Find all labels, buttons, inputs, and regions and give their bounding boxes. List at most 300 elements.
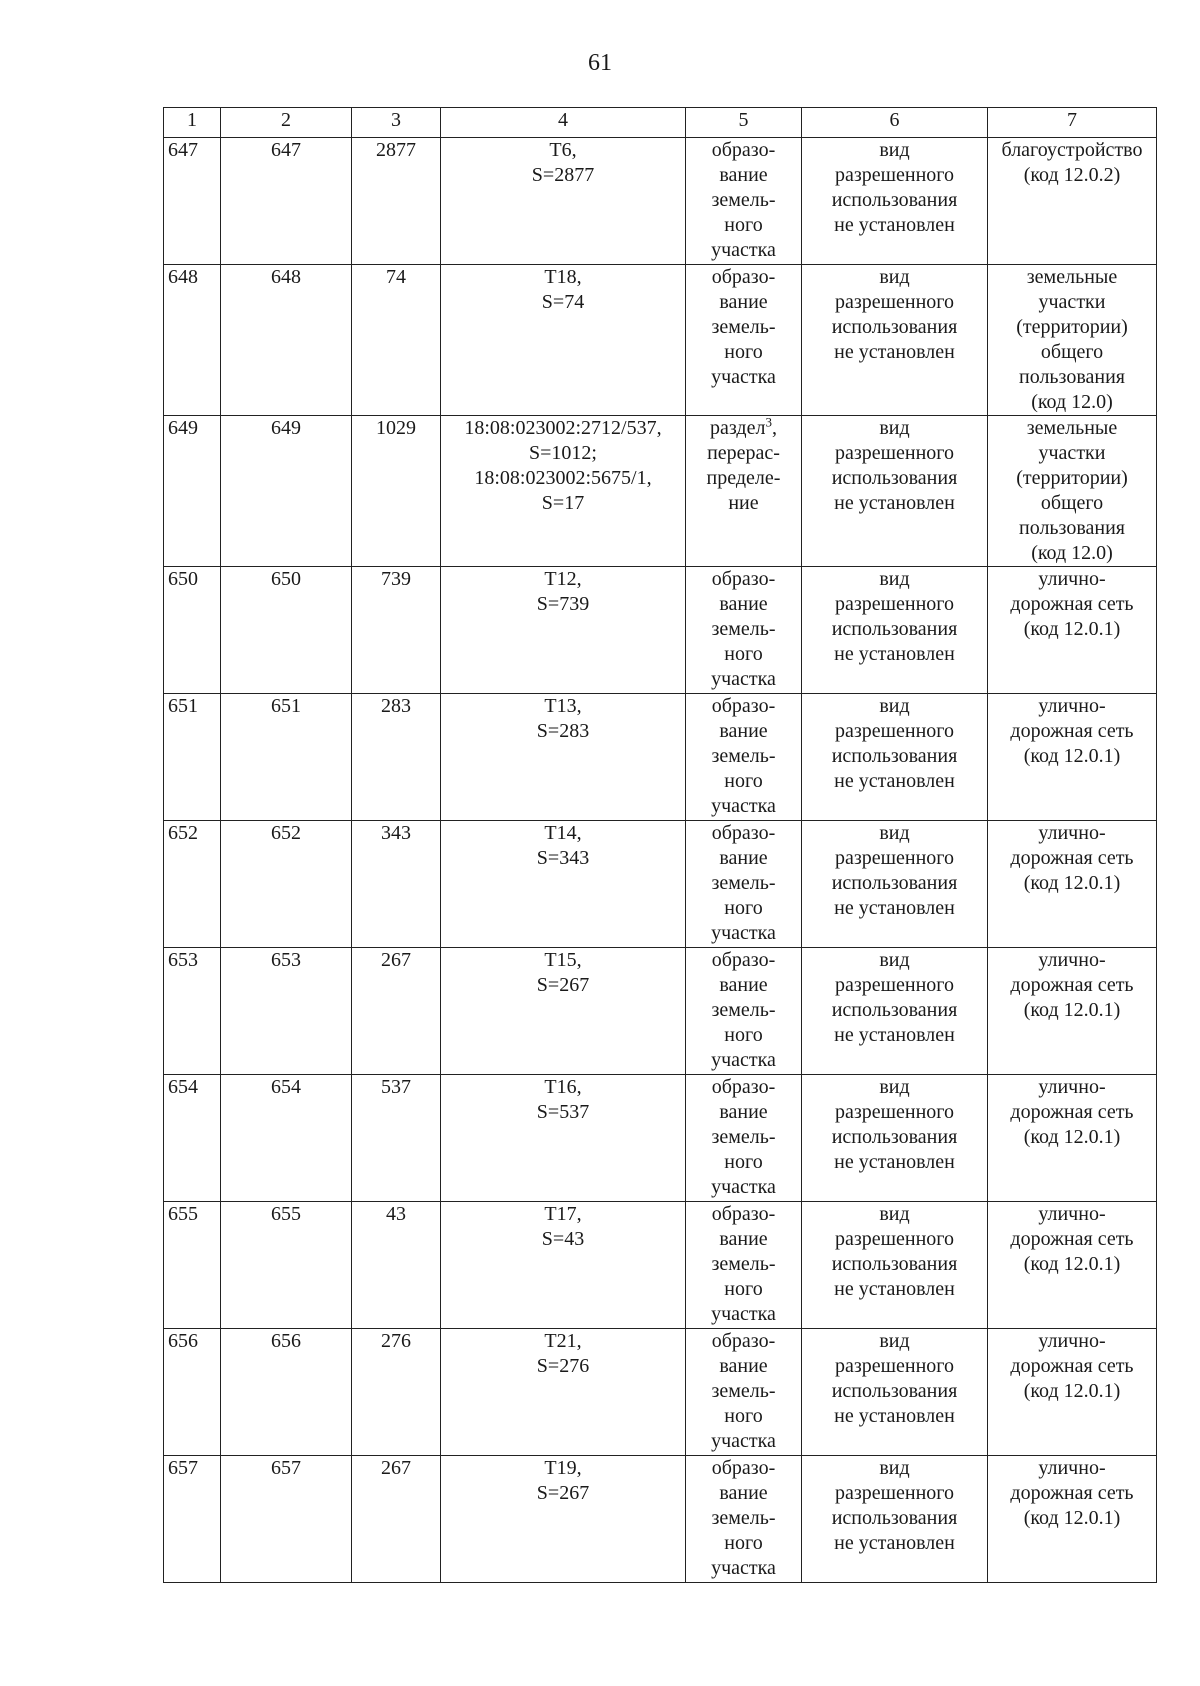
- cell-line-text: не установлен: [834, 492, 955, 514]
- cell-line-text: вание: [719, 593, 768, 615]
- column-number-row: [164, 108, 1157, 138]
- cell-line-text: ного: [724, 770, 763, 792]
- cell-line: [806, 1404, 983, 1429]
- cell-line-text: пользования: [1019, 366, 1125, 388]
- source-plot-cell: [441, 567, 686, 694]
- cell-line-text: вид: [879, 417, 910, 439]
- permitted-use-cell: [802, 265, 988, 416]
- cell-line: [445, 1075, 681, 1100]
- cell-line-text: Т6,: [549, 139, 577, 161]
- cell-line: [992, 871, 1152, 896]
- cell-line-text: образо-: [711, 822, 776, 844]
- cell-line-text: разрешенного: [834, 593, 955, 615]
- cell-line-text: вид: [879, 822, 910, 844]
- cell-line: [445, 1481, 681, 1506]
- cell-line-text: вид: [879, 1330, 910, 1352]
- cell-line: [690, 642, 797, 667]
- cell-line: [806, 1023, 983, 1048]
- cell-line: [690, 1277, 797, 1302]
- cell-line: [445, 846, 681, 871]
- cell-line: [690, 1175, 797, 1200]
- plot-number-cell: 651: [221, 694, 352, 821]
- cell-line: [806, 1100, 983, 1125]
- area-cell: 537: [352, 1075, 441, 1202]
- planned-use-cell: [988, 1202, 1157, 1329]
- cell-line-text: вание: [719, 974, 768, 996]
- formation-method-cell: [686, 416, 802, 567]
- formation-method-cell: [686, 1329, 802, 1456]
- cell-line: [690, 1302, 797, 1327]
- cell-line: [992, 1456, 1152, 1481]
- cell-line: [992, 1481, 1152, 1506]
- row-number-cell: 649: [164, 416, 221, 567]
- cell-line-text: земель-: [711, 1126, 776, 1148]
- cell-line-text: вид: [879, 1076, 910, 1098]
- cell-line: [806, 769, 983, 794]
- source-plot-cell: [441, 694, 686, 821]
- cell-line: [992, 617, 1152, 642]
- source-plot-cell: [441, 138, 686, 265]
- cell-line-text: ного: [724, 1151, 763, 1173]
- cell-line-text: вание: [719, 1482, 768, 1504]
- cell-line-text: Т18,: [544, 266, 582, 288]
- cell-line-text: улично-: [1038, 1457, 1106, 1479]
- cell-line-text: использования: [831, 745, 958, 767]
- cell-line: [690, 592, 797, 617]
- formation-method-cell: [686, 567, 802, 694]
- cell-line: [806, 1354, 983, 1379]
- cell-line-text: участки: [1038, 442, 1106, 464]
- cell-line-text: Т21,: [544, 1330, 582, 1352]
- cell-line: раздел$^3$,: [710, 415, 777, 439]
- cell-line: [445, 1202, 681, 1227]
- cell-line-text: использования: [831, 316, 958, 338]
- cell-line: [445, 973, 681, 998]
- cell-line-text: улично-: [1038, 568, 1106, 590]
- cell-line-text: (код 12.0.1): [1023, 1126, 1121, 1148]
- cell-line: [992, 390, 1152, 415]
- cell-line: [806, 416, 983, 441]
- cell-line: [690, 719, 797, 744]
- cell-line: [806, 491, 983, 516]
- cell-line-text: дорожная сеть: [1010, 1355, 1134, 1377]
- formation-method-cell: [686, 138, 802, 265]
- cell-line-text: образо-: [711, 949, 776, 971]
- cell-line-text: (код 12.0): [1031, 542, 1113, 564]
- cell-line: [445, 163, 681, 188]
- cell-line-text: раздел: [710, 417, 766, 439]
- cell-line: [690, 617, 797, 642]
- cell-line: [806, 213, 983, 238]
- cell-line: [992, 416, 1152, 441]
- cell-line-text: S=267: [536, 1482, 590, 1504]
- area-cell: 43: [352, 1202, 441, 1329]
- cell-line-text: (территории): [1016, 467, 1128, 489]
- cell-line: [992, 163, 1152, 188]
- cell-line: [690, 1075, 797, 1100]
- source-plot-cell: [441, 821, 686, 948]
- cell-line-text: земель-: [711, 618, 776, 640]
- cell-line-text: улично-: [1038, 1330, 1106, 1352]
- table-row: [164, 948, 1157, 1075]
- cell-line: [690, 973, 797, 998]
- cell-line: [992, 1125, 1152, 1150]
- page-number: 61: [588, 50, 612, 76]
- row-number-cell: 657: [164, 1456, 221, 1583]
- cell-line-text: ного: [724, 1278, 763, 1300]
- cell-line-text: не установлен: [834, 643, 955, 665]
- cell-line: [992, 719, 1152, 744]
- cell-line-text: участки: [1038, 291, 1106, 313]
- planned-use-cell: [988, 1075, 1157, 1202]
- cell-line-text: Т16,: [544, 1076, 582, 1098]
- cell-line: [690, 1329, 797, 1354]
- cell-line-text: пользования: [1019, 517, 1125, 539]
- planned-use-cell: [988, 416, 1157, 567]
- permitted-use-cell: [802, 416, 988, 567]
- cell-line: [806, 163, 983, 188]
- permitted-use-cell: [802, 1456, 988, 1583]
- cell-line-text: использования: [831, 618, 958, 640]
- cell-line: [690, 265, 797, 290]
- cell-line: [992, 998, 1152, 1023]
- cell-line: [445, 1329, 681, 1354]
- cell-line: [690, 1379, 797, 1404]
- cell-line-text: Т17,: [544, 1203, 582, 1225]
- row-number-cell: 651: [164, 694, 221, 821]
- cell-line: [445, 592, 681, 617]
- row-number-cell: 648: [164, 265, 221, 416]
- cell-line: [806, 1202, 983, 1227]
- formation-method-cell: [686, 265, 802, 416]
- cell-line-text: (код 12.0.1): [1023, 1380, 1121, 1402]
- cell-line-text: дорожная сеть: [1010, 974, 1134, 996]
- cell-line-text: ного: [724, 341, 763, 363]
- cell-line: [806, 846, 983, 871]
- cell-line: [690, 1456, 797, 1481]
- cell-line: [806, 1506, 983, 1531]
- cell-line: [806, 821, 983, 846]
- cell-line: [992, 138, 1152, 163]
- permitted-use-cell: [802, 1075, 988, 1202]
- cell-line: [806, 896, 983, 921]
- cell-line: [690, 896, 797, 921]
- cell-line-text: земельные: [1026, 417, 1118, 439]
- cell-line: [992, 973, 1152, 998]
- row-number-cell: 650: [164, 567, 221, 694]
- cell-line-text: не установлен: [834, 1151, 955, 1173]
- cell-line: [992, 1379, 1152, 1404]
- cell-line-text: разрешенного: [834, 1355, 955, 1377]
- cell-line-text: S=276: [536, 1355, 590, 1377]
- cell-line-text: земель-: [711, 872, 776, 894]
- cell-line: [992, 1329, 1152, 1354]
- cell-line: [806, 617, 983, 642]
- table-row: [164, 1329, 1157, 1456]
- cell-line-text: участка: [711, 922, 776, 944]
- area-cell: 739: [352, 567, 441, 694]
- cell-line: [690, 138, 797, 163]
- cell-line-text: участка: [711, 239, 776, 261]
- cell-line: [690, 1429, 797, 1454]
- permitted-use-cell: [802, 1329, 988, 1456]
- table-row: [164, 1202, 1157, 1329]
- cell-line: [690, 213, 797, 238]
- cell-line-text: использования: [831, 189, 958, 211]
- footnote-marker: 3: [765, 415, 772, 430]
- cell-line: [690, 1506, 797, 1531]
- cell-line: [992, 1100, 1152, 1125]
- cell-line: [992, 1506, 1152, 1531]
- formation-method-cell: [686, 821, 802, 948]
- cell-line: [445, 1100, 681, 1125]
- cell-line-text: вид: [879, 1457, 910, 1479]
- cell-line-text: не установлен: [834, 1024, 955, 1046]
- plot-number-cell: 653: [221, 948, 352, 1075]
- cell-line: [806, 998, 983, 1023]
- cell-line-text: (код 12.0.1): [1023, 1507, 1121, 1529]
- cell-line-text: участка: [711, 795, 776, 817]
- cell-line: [992, 744, 1152, 769]
- cell-line-text: Т19,: [544, 1457, 582, 1479]
- cell-line-text: вание: [719, 720, 768, 742]
- table-row: [164, 821, 1157, 948]
- cell-line: [992, 290, 1152, 315]
- cell-line-text: (код 12.0.1): [1023, 745, 1121, 767]
- area-cell: 267: [352, 1456, 441, 1583]
- cell-line: [992, 491, 1152, 516]
- cell-line: [992, 1202, 1152, 1227]
- column-header: 2: [221, 108, 352, 138]
- cell-line: [690, 998, 797, 1023]
- planned-use-cell: [988, 138, 1157, 265]
- cell-line: [690, 1202, 797, 1227]
- cell-line: [992, 846, 1152, 871]
- cell-line: [690, 1404, 797, 1429]
- cell-line-text: использования: [831, 999, 958, 1021]
- row-number-cell: 656: [164, 1329, 221, 1456]
- cell-line: [806, 466, 983, 491]
- cell-line-text: ние: [728, 492, 759, 514]
- cell-line-text: разрешенного: [834, 1101, 955, 1123]
- cell-line-text: S=74: [541, 291, 585, 313]
- formation-method-cell: [686, 1202, 802, 1329]
- cell-line: [806, 592, 983, 617]
- cell-line-text: вид: [879, 949, 910, 971]
- cell-line-text: S=17: [541, 492, 585, 514]
- cell-line-text: ного: [724, 1532, 763, 1554]
- cell-line-text: использования: [831, 1380, 958, 1402]
- formation-method-cell: [686, 948, 802, 1075]
- cell-line: [806, 871, 983, 896]
- cell-line: [806, 1150, 983, 1175]
- cell-line: [806, 1481, 983, 1506]
- cell-line-text: участка: [711, 366, 776, 388]
- cell-line-text: улично-: [1038, 949, 1106, 971]
- cell-line-text: Т14,: [544, 822, 582, 844]
- cell-line: [806, 290, 983, 315]
- cell-line-text: Т12,: [544, 568, 582, 590]
- cell-line-text: 18:08:023002:5675/1,: [474, 467, 652, 489]
- cell-line-text: (код 12.0.1): [1023, 999, 1121, 1021]
- cell-line-text: Т13,: [544, 695, 582, 717]
- cell-line-text: Т15,: [544, 949, 582, 971]
- cell-line: [806, 719, 983, 744]
- cell-line-text: использования: [831, 1253, 958, 1275]
- cell-line-text: земель-: [711, 1507, 776, 1529]
- cell-line: [992, 1227, 1152, 1252]
- cell-line-text: земель-: [711, 1253, 776, 1275]
- row-number-cell: 654: [164, 1075, 221, 1202]
- cell-line-text: вание: [719, 1228, 768, 1250]
- cell-line: [992, 1252, 1152, 1277]
- cell-line-text: земель-: [711, 745, 776, 767]
- cell-line-text: улично-: [1038, 1076, 1106, 1098]
- cell-line: [992, 821, 1152, 846]
- cell-line-text: образо-: [711, 1457, 776, 1479]
- cell-line: [690, 794, 797, 819]
- cell-line-text: улично-: [1038, 822, 1106, 844]
- column-header: 5: [686, 108, 802, 138]
- cell-line-text: использования: [831, 467, 958, 489]
- plot-number-cell: 648: [221, 265, 352, 416]
- cell-line-text: участка: [711, 1303, 776, 1325]
- planned-use-cell: [988, 567, 1157, 694]
- cell-line: [690, 188, 797, 213]
- cell-line-text: S=267: [536, 974, 590, 996]
- cell-line-text: S=1012;: [529, 442, 597, 464]
- cell-line-text: участка: [711, 1176, 776, 1198]
- cell-line: [992, 265, 1152, 290]
- cell-line: [806, 340, 983, 365]
- land-plots-table: [163, 107, 1157, 1583]
- cell-line: [806, 441, 983, 466]
- source-plot-cell: [441, 1329, 686, 1456]
- cell-line-text: дорожная сеть: [1010, 1482, 1134, 1504]
- table-row: [164, 416, 1157, 567]
- cell-line: [445, 1456, 681, 1481]
- cell-line: [690, 1481, 797, 1506]
- cell-line-text: разрешенного: [834, 164, 955, 186]
- cell-line-text: вание: [719, 164, 768, 186]
- cell-line: [690, 340, 797, 365]
- cell-line-text: использования: [831, 872, 958, 894]
- cell-line: [445, 719, 681, 744]
- area-cell: 1029: [352, 416, 441, 567]
- cell-line: [806, 1329, 983, 1354]
- cell-line: [806, 1227, 983, 1252]
- cell-line: [806, 642, 983, 667]
- cell-line-text: разрешенного: [834, 291, 955, 313]
- cell-line-text: образо-: [711, 266, 776, 288]
- cell-line: [690, 744, 797, 769]
- cell-line-text: (код 12.0.1): [1023, 872, 1121, 894]
- permitted-use-cell: [802, 567, 988, 694]
- cell-line: [806, 567, 983, 592]
- table-row: [164, 138, 1157, 265]
- column-header: 7: [988, 108, 1157, 138]
- plot-number-cell: 654: [221, 1075, 352, 1202]
- cell-line: [992, 567, 1152, 592]
- plot-number-cell: 657: [221, 1456, 352, 1583]
- cell-line-text: образо-: [711, 139, 776, 161]
- cell-line-text: вание: [719, 847, 768, 869]
- plot-number-cell: 649: [221, 416, 352, 567]
- cell-line: [445, 567, 681, 592]
- planned-use-cell: [988, 265, 1157, 416]
- cell-line: [690, 315, 797, 340]
- cell-line-text: земель-: [711, 1380, 776, 1402]
- cell-line-text: разрешенного: [834, 1482, 955, 1504]
- cell-line-text: S=343: [536, 847, 590, 869]
- area-cell: 74: [352, 265, 441, 416]
- cell-line-text: разрешенного: [834, 1228, 955, 1250]
- cell-line: [445, 948, 681, 973]
- source-plot-cell: [441, 948, 686, 1075]
- cell-line: [690, 1531, 797, 1556]
- cell-line: [690, 567, 797, 592]
- formation-method-cell: [686, 1456, 802, 1583]
- cell-line-text: общего: [1040, 341, 1104, 363]
- permitted-use-cell: [802, 1202, 988, 1329]
- cell-line: [445, 290, 681, 315]
- source-plot-cell: [441, 1075, 686, 1202]
- cell-line-text: не установлен: [834, 341, 955, 363]
- column-header: 1: [164, 108, 221, 138]
- cell-line: [445, 466, 681, 491]
- cell-line: [992, 592, 1152, 617]
- permitted-use-cell: [802, 948, 988, 1075]
- cell-line-text: не установлен: [834, 897, 955, 919]
- source-plot-cell: [441, 416, 686, 567]
- cell-line-text: не установлен: [834, 1532, 955, 1554]
- cell-line-text: (код 12.0): [1031, 391, 1113, 413]
- cell-line-text: разрешенного: [834, 974, 955, 996]
- formation-method-cell: [686, 1075, 802, 1202]
- plot-number-cell: 655: [221, 1202, 352, 1329]
- cell-line-text: не установлен: [834, 1278, 955, 1300]
- row-number-cell: 653: [164, 948, 221, 1075]
- cell-line-text: не установлен: [834, 1405, 955, 1427]
- cell-line: [690, 365, 797, 390]
- cell-line: [806, 973, 983, 998]
- cell-line-text: разрешенного: [834, 847, 955, 869]
- cell-line-text: вид: [879, 266, 910, 288]
- cell-line: [992, 541, 1152, 566]
- cell-line: [806, 1252, 983, 1277]
- cell-line: [806, 138, 983, 163]
- cell-line: [445, 1227, 681, 1252]
- cell-line: [992, 1354, 1152, 1379]
- cell-line: [806, 1125, 983, 1150]
- cell-line-text: общего: [1040, 492, 1104, 514]
- cell-line-text: вид: [879, 1203, 910, 1225]
- cell-line-text: вание: [719, 1355, 768, 1377]
- cell-line: [445, 138, 681, 163]
- cell-line-text: (код 12.0.1): [1023, 1253, 1121, 1275]
- cell-line-text: перерас-: [707, 442, 780, 464]
- column-header: 3: [352, 108, 441, 138]
- cell-line-text: (код 12.0.2): [1023, 164, 1121, 186]
- formation-method-cell: [686, 694, 802, 821]
- cell-line-text: вид: [879, 139, 910, 161]
- planned-use-cell: [988, 694, 1157, 821]
- cell-line: [445, 821, 681, 846]
- planned-use-cell: [988, 948, 1157, 1075]
- cell-line-text: дорожная сеть: [1010, 847, 1134, 869]
- cell-line: [806, 1456, 983, 1481]
- cell-line-text: не установлен: [834, 770, 955, 792]
